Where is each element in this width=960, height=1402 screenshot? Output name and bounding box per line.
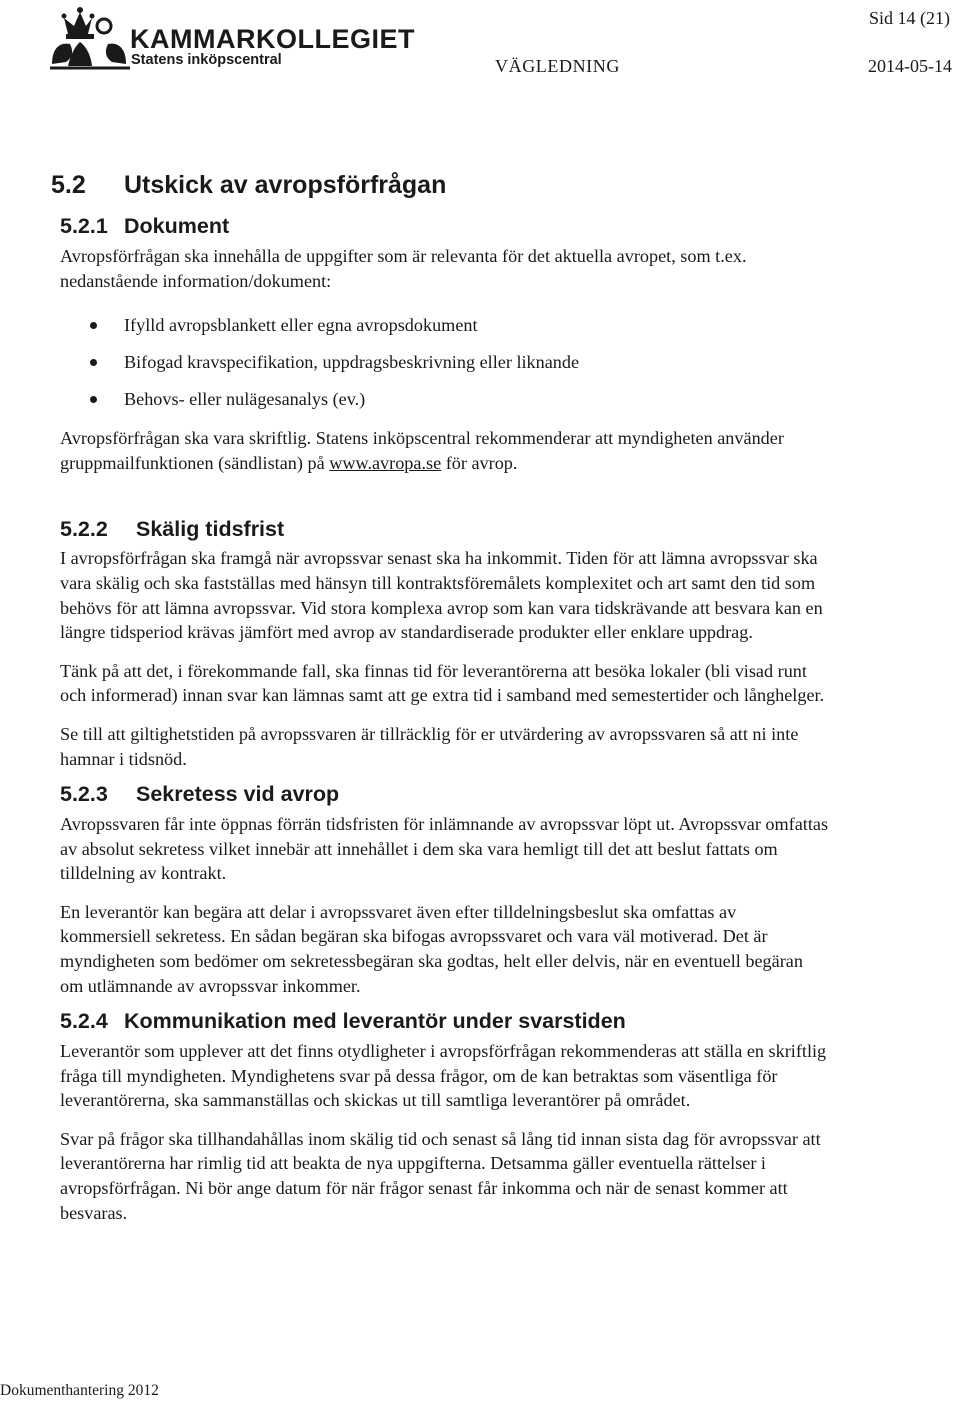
section-number: 5.2 — [51, 171, 86, 199]
crown-lion-logo-icon — [46, 4, 132, 70]
paragraph-text: för avrop. — [441, 452, 518, 473]
bullet-list — [60, 307, 830, 418]
page-number: Sid 14 (21) — [869, 8, 950, 28]
subsection-title: Skälig tidsfrist — [136, 516, 285, 541]
paragraph — [60, 426, 830, 475]
paragraph: En leverantör kan begära att delar i avropssvaret även efter tilldelningsbeslut ska omfattas av kommersiell sekretess. En sådan begäran ska bifogas avropssvaret och vara väl motiverad. Det är myndigheten som bedömer om sekretessbegäran ska godtas, helt eller delvis, när en eventuell begäran om utlämnande av avropssvar inkommer. — [60, 901, 803, 996]
subsection-title: Dokument — [124, 214, 230, 239]
document-type: VÄGLEDNING — [495, 56, 620, 76]
paragraph: Svar på frågor ska tillhandahållas inom skälig tid och senast så lång tid innan sista dag för avropssvar att leverantörerna har rimlig tid att beakta de nya uppgifterna. Detsamma gäller eventuella rättelser i avropsförfrågan. Ni bör ange datum för när frågor senast får inkomma och när de senast kommer att besvaras. — [60, 1128, 821, 1223]
paragraph: Se till att giltighetstiden på avropssvaren är tillräcklig för er utvärdering av avropssvaren så att ni inte hamnar i tidsnöd. — [60, 723, 799, 769]
avropa-link[interactable]: www.avropa.se — [329, 452, 442, 473]
subsection-number: 5.2.4 — [60, 1009, 108, 1034]
logo-name: KAMMARKOLLEGIET — [130, 24, 415, 54]
document-body — [51, 170, 830, 1239]
subsection-heading-kommunikation — [60, 1008, 830, 1035]
paragraph: Avropsförfrågan ska innehålla de uppgifter som är relevanta för det aktuella avropet, som t.ex. nedanstående information/dokument: — [60, 246, 747, 291]
footer-text: Dokumenthantering 2012 — [0, 1382, 159, 1399]
subsection-number: 5.2.3 — [60, 782, 108, 807]
subsection-number: 5.2.1 — [60, 214, 108, 239]
paragraph-text: Avropsförfrågan ska vara skriftlig. Statens inköpscentral rekommenderar att myndigheten använder gruppmailfunktionen (sändlistan) på — [60, 428, 784, 473]
subsection-number: 5.2.2 — [60, 516, 108, 541]
subsection-heading-tidsfrist — [60, 516, 830, 543]
paragraph: I avropsförfrågan ska framgå när avropssvar senast ska ha inkommit. Tiden för att lämna avropssvar ska vara skälig och ska fastställas med hänsyn till kontraktsföremålets komplexitet och art samt den tid som behövs för att lämna avropssvar. Vid stora komplexa avrop som kan vara tidskrävande att besvara kan en längre tidsperiod krävas jämfört med avrop av standardiserade produkter eller enklare uppdrag. — [60, 548, 823, 643]
kammarkollegiet-logo — [46, 4, 415, 74]
paragraph: Tänk på att det, i förekommande fall, ska finnas tid för leverantörerna att besöka lokaler (bli visad runt och informerad) innan svar kan lämnas samt att ge extra tid i samband med semestertider och långhelger. — [60, 660, 825, 706]
subsection-title: Sekretess vid avrop — [136, 782, 340, 807]
paragraph: Leverantör som upplever att det finns otydligheter i avropsförfrågan rekommenderas att ställa en skriftlig fråga till myndigheten. Myndighetens svar på dessa frågor, om de kan betraktas som väsentliga för leverantörerna, ska sammanställas och skickas ut till samtliga leverantörer på området. — [60, 1041, 827, 1111]
document-date: 2014-05-14 — [868, 56, 952, 76]
section-title: Utskick av avropsförfrågan — [124, 171, 447, 199]
list-item: Ifylld avropsblankett eller egna avropsdokument — [60, 307, 830, 344]
logo-subtitle: Statens inköpscentral — [131, 52, 282, 68]
paragraph: Avropssvaren får inte öppnas förrän tidsfristen för inlämnande av avropssvar löpt ut. Avropssvar omfattas av absolut sekretess vilket innebär att innehållet i dem ska vara hemligt till det att beslut fattats om tilldelning av kontrakt. — [60, 814, 829, 884]
section-heading — [51, 170, 830, 201]
list-item: Behovs- eller nulägesanalys (ev.) — [60, 381, 830, 418]
subsection-heading-dokument — [60, 213, 830, 240]
list-item: Bifogad kravspecifikation, uppdragsbeskrivning eller liknande — [60, 344, 830, 381]
subsection-title: Kommunikation med leverantör under svarstiden — [124, 1009, 626, 1034]
subsection-heading-sekretess — [60, 781, 830, 808]
